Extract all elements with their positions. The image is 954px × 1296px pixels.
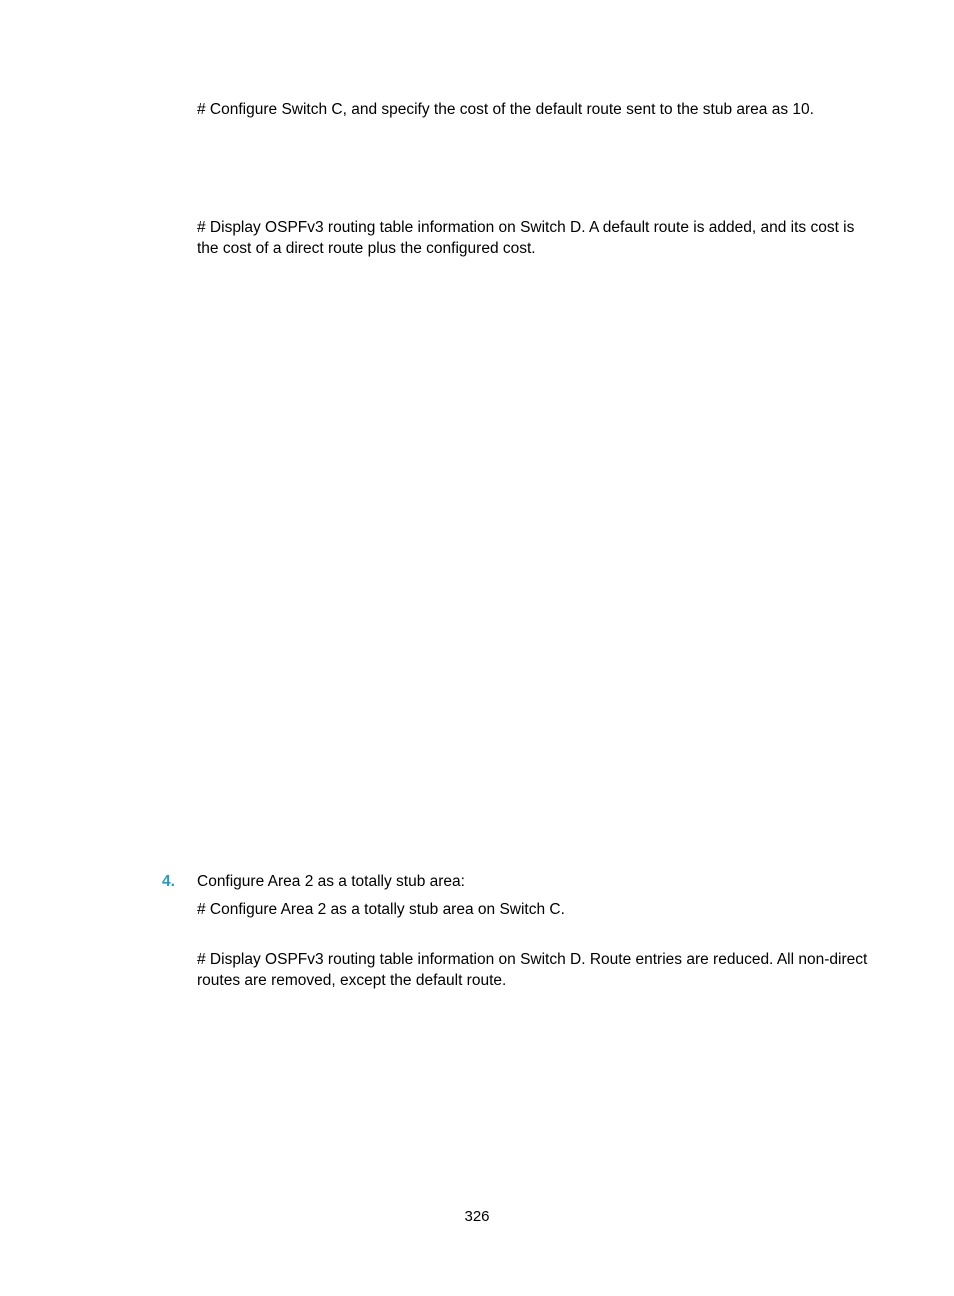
page-number: 326 xyxy=(464,1208,490,1225)
step-4 xyxy=(162,871,465,892)
paragraph-configure-totally-stub: # Configure Area 2 as a totally stub area on Switch C. xyxy=(197,901,565,918)
paragraph-display-reduced-routes: # Display OSPFv3 routing table information on Switch D. Route entries are reduced. All non-direct routes are removed, except the default route. xyxy=(197,951,868,989)
paragraph-configure-switch-c: # Configure Switch C, and specify the cost of the default route sent to the stub area as 10. xyxy=(197,101,814,118)
step-number: 4. xyxy=(162,873,175,890)
paragraph-display-default-route: # Display OSPFv3 routing table information on Switch D. A default route is added, and its cost is the cost of a direct route plus the configured cost. xyxy=(197,219,855,257)
step-title: Configure Area 2 as a totally stub area: xyxy=(197,873,465,890)
